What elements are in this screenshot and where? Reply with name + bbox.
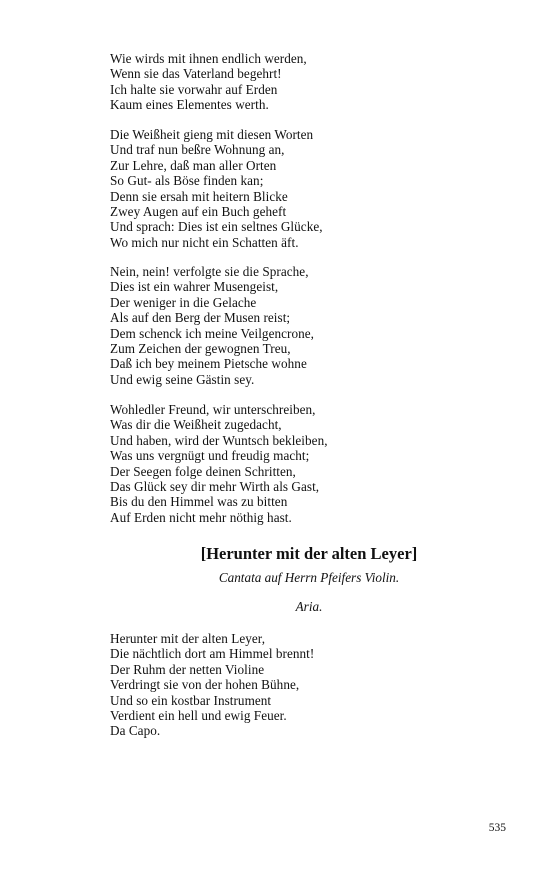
stanza-1 <box>110 51 430 113</box>
stanza-line: Wie wirds mit ihnen endlich werden, <box>110 51 307 66</box>
stanza-line: Bis du den Himmel was zu bitten <box>110 494 288 510</box>
stanza-3 <box>110 264 430 387</box>
stanza-2 <box>110 127 430 250</box>
aria-stanza <box>110 631 430 739</box>
page-number: 535 <box>488 822 506 834</box>
section-heading: [Herunter mit der alten Leyer] <box>200 544 418 563</box>
stanza-line: Wo mich nur nicht ein Schatten äft. <box>110 234 299 250</box>
aria-line: Da Capo. <box>110 723 161 739</box>
stanza-line: So Gut- als Böse finden kan; <box>110 173 264 189</box>
stanza-line: Und ewig seine Gästin sey. <box>110 371 255 387</box>
stanza-line: Dies ist ein wahrer Musengeist, <box>110 279 279 295</box>
stanza-line: Dem schenck ich meine Veilgencrone, <box>110 325 315 341</box>
stanza-line: Nein, nein! verfolgte sie die Sprache, <box>110 264 309 279</box>
stanza-line: Als auf den Berg der Musen reist; <box>110 310 291 326</box>
stanza-line: Auf Erden nicht mehr nöthig hast. <box>110 509 292 525</box>
stanza-line: Der weniger in die Gelache <box>110 294 257 310</box>
stanza-line: Kaum eines Elementes werth. <box>110 97 269 113</box>
stanza-line: Und haben, wird der Wuntsch bekleiben, <box>110 432 328 448</box>
stanza-line: Die Weißheit gieng mit diesen Worten <box>110 127 314 142</box>
section-subtitle: Cantata auf Herrn Pfeifers Violin. <box>218 570 400 585</box>
stanza-line: Das Glück sey dir mehr Wirth als Gast, <box>110 478 320 494</box>
stanza-line: Was dir die Weißheit zugedacht, <box>110 417 282 433</box>
aria-line: Verdringt sie von der hohen Bühne, <box>110 677 300 693</box>
stanza-line: Daß ich bey meinem Pietsche wohne <box>110 356 307 372</box>
stanza-line: Wenn sie das Vaterland begehrt! <box>110 66 282 82</box>
stanza-line: Zum Zeichen der gewognen Treu, <box>110 340 291 356</box>
stanza-line: Und sprach: Dies ist ein seltnes Glücke, <box>110 219 323 235</box>
aria-line: Herunter mit der alten Leyer, <box>110 631 266 646</box>
aria-line: Der Ruhm der netten Violine <box>110 661 265 677</box>
stanza-line: Was uns vergnügt und freudig macht; <box>110 448 310 464</box>
aria-line: Und so ein kostbar Instrument <box>110 692 272 708</box>
stanza-line: Zwey Augen auf ein Buch geheft <box>110 203 287 219</box>
stanza-line: Ich halte sie vorwahr auf Erden <box>110 81 278 97</box>
stanza-line: Zur Lehre, daß man aller Orten <box>110 157 277 173</box>
aria-label: Aria. <box>295 599 323 614</box>
stanza-line: Wohledler Freund, wir unterschreiben, <box>110 402 316 417</box>
aria-line: Die nächtlich dort am Himmel brennt! <box>110 646 315 662</box>
stanza-line: Denn sie ersah mit heitern Blicke <box>110 188 288 204</box>
stanza-line: Der Seegen folge deinen Schritten, <box>110 463 296 479</box>
stanza-line: Und traf nun beßre Wohnung an, <box>110 142 285 158</box>
aria-line: Verdient ein hell und ewig Feuer. <box>110 707 287 723</box>
stanza-4 <box>110 402 430 525</box>
